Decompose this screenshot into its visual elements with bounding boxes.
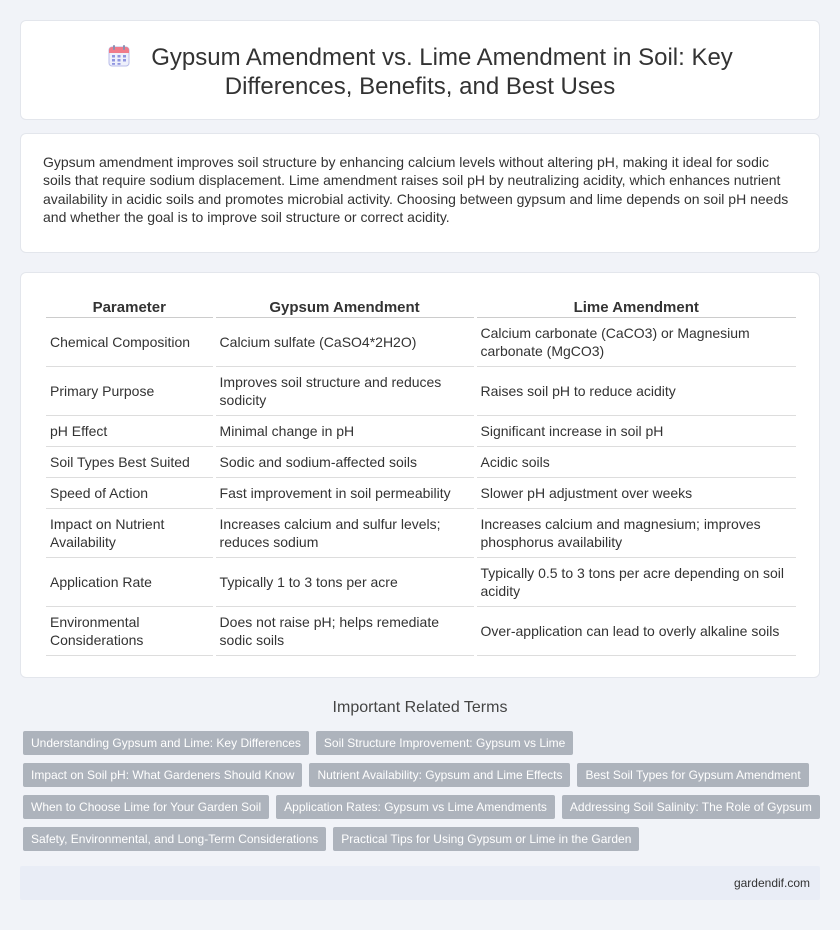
related-term-tag[interactable]: When to Choose Lime for Your Garden Soil (23, 795, 269, 819)
table-cell: Minimal change in pH (216, 416, 474, 447)
table-cell: Fast improvement in soil permeability (216, 478, 474, 509)
table-row (46, 607, 796, 656)
related-terms-list (23, 731, 823, 859)
table-cell: pH Effect (46, 416, 213, 447)
related-terms-heading: Important Related Terms (332, 699, 508, 716)
table-cell: Impact on Nutrient Availability (46, 509, 213, 558)
table-cell: Primary Purpose (46, 367, 213, 416)
table-cell: Chemical Composition (46, 318, 213, 367)
table-cell: Sodic and sodium-affected soils (216, 447, 474, 478)
related-term-tag[interactable]: Application Rates: Gypsum vs Lime Amendments (276, 795, 555, 819)
table-cell: Application Rate (46, 558, 213, 607)
table-cell: Environmental Considerations (46, 607, 213, 656)
comparison-card (20, 272, 820, 678)
related-term-tag[interactable]: Best Soil Types for Gypsum Amendment (577, 763, 808, 787)
table-cell: Typically 0.5 to 3 tons per acre depending on soil acidity (477, 558, 797, 607)
table-row (46, 416, 796, 447)
table-header-row (46, 296, 796, 318)
table-cell: Acidic soils (477, 447, 797, 478)
table-cell: Slower pH adjustment over weeks (477, 478, 797, 509)
related-term-tag[interactable]: Understanding Gypsum and Lime: Key Differences (23, 731, 309, 755)
table-row (46, 447, 796, 478)
table-cell: Typically 1 to 3 tons per acre (216, 558, 474, 607)
table-cell: Calcium carbonate (CaCO3) or Magnesium carbonate (MgCO3) (477, 318, 797, 367)
title-card (20, 20, 820, 120)
table-cell: Speed of Action (46, 478, 213, 509)
table-cell: Improves soil structure and reduces sodicity (216, 367, 474, 416)
footer (20, 866, 820, 900)
related-term-tag[interactable]: Safety, Environmental, and Long-Term Considerations (23, 827, 326, 851)
table-cell: Soil Types Best Suited (46, 447, 213, 478)
table-row (46, 478, 796, 509)
summary-text: Gypsum amendment improves soil structure by enhancing calcium levels without altering pH, making it ideal for sodic soils that require sodium displacement. Lime amendment raises soil pH by neutralizing acidity, which enhances nutrient availability in acidic soils and promotes microbial activity. Choosing between gypsum and lime depends on soil pH needs and whether the goal is to improve soil structure or correct acidity. (43, 154, 789, 226)
comparison-table (43, 296, 799, 656)
header-gypsum: Gypsum Amendment (216, 296, 474, 318)
table-row (46, 367, 796, 416)
page-title (21, 43, 819, 101)
page-title-text: Gypsum Amendment vs. Lime Amendment in Soil: Key Differences, Benefits, and Best Uses (151, 44, 733, 100)
table-cell: Raises soil pH to reduce acidity (477, 367, 797, 416)
related-term-tag[interactable]: Soil Structure Improvement: Gypsum vs Lime (316, 731, 573, 755)
footer-site-link[interactable]: gardendif.com (733, 876, 810, 890)
table-cell: Increases calcium and magnesium; improves phosphorus availability (477, 509, 797, 558)
related-term-tag[interactable]: Addressing Soil Salinity: The Role of Gypsum (562, 795, 820, 819)
related-term-tag[interactable]: Impact on Soil pH: What Gardeners Should Know (23, 763, 302, 787)
calendar-icon (107, 44, 131, 68)
table-cell: Increases calcium and sulfur levels; reduces sodium (216, 509, 474, 558)
table-row (46, 509, 796, 558)
table-cell: Calcium sulfate (CaSO4*2H2O) (216, 318, 474, 367)
table-cell: Does not raise pH; helps remediate sodic soils (216, 607, 474, 656)
table-cell: Significant increase in soil pH (477, 416, 797, 447)
table-row (46, 318, 796, 367)
table-row (46, 558, 796, 607)
related-term-tag[interactable]: Practical Tips for Using Gypsum or Lime in the Garden (333, 827, 639, 851)
table-cell: Over-application can lead to overly alkaline soils (477, 607, 797, 656)
header-parameter: Parameter (46, 296, 213, 318)
header-lime: Lime Amendment (477, 296, 797, 318)
related-term-tag[interactable]: Nutrient Availability: Gypsum and Lime Effects (309, 763, 570, 787)
summary-card (20, 133, 820, 253)
